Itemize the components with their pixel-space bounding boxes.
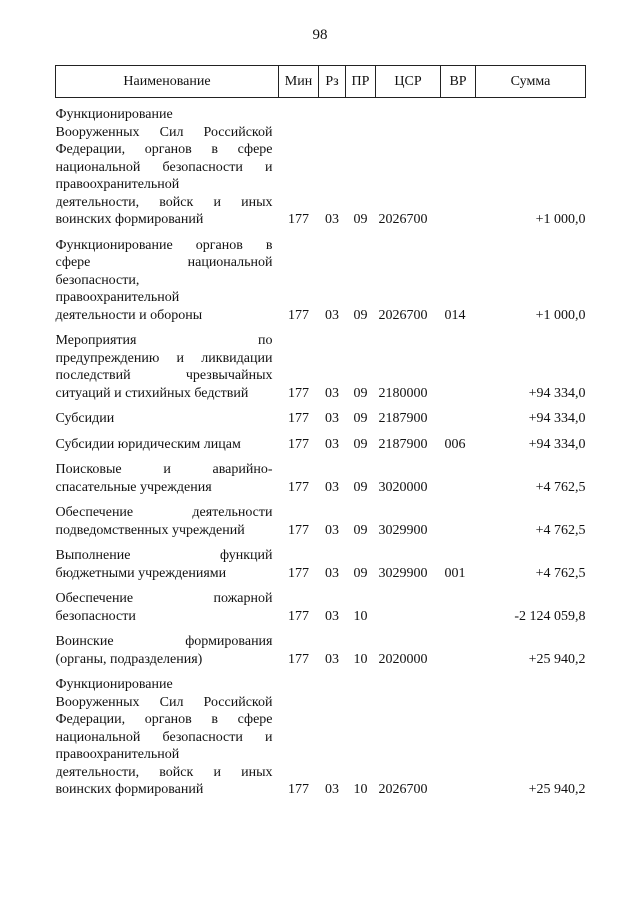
table-body	[56, 98, 586, 799]
name-line: Субсидии юридическим лицам	[55, 436, 241, 452]
cell-pr: 09	[353, 307, 368, 323]
table-header	[56, 66, 586, 98]
cell-rz: 03	[325, 565, 339, 581]
name-line: Функционирование	[55, 677, 173, 692]
name-line: бюджетными учреждениями	[55, 565, 227, 581]
cell-name	[56, 98, 279, 229]
cell-sum: +25 940,2	[528, 782, 586, 797]
name-line: правоохранительной	[55, 177, 180, 192]
column-header-csr: ЦСР	[376, 66, 441, 98]
cell-rz: 03	[325, 608, 339, 624]
column-header-rz: Рз	[319, 66, 346, 98]
cell-vr	[441, 98, 476, 229]
cell-name	[56, 668, 279, 799]
name-line: спасательные учреждения	[55, 479, 212, 495]
cell-sum: +4 762,5	[535, 522, 586, 538]
cell-rz: 03	[325, 212, 339, 227]
cell-name	[56, 324, 279, 402]
cell-name	[56, 402, 279, 428]
cell-csr	[376, 582, 441, 625]
table-row	[56, 625, 586, 668]
table-row	[56, 496, 586, 539]
name-line: Федерации, органов в сфере	[55, 142, 273, 157]
cell-csr: 2026700	[378, 782, 428, 797]
name-line: воинских формирований	[55, 212, 204, 227]
name-line: национальной безопасности и	[55, 159, 273, 175]
cell-vr: 014	[444, 307, 466, 323]
cell-pr: 09	[353, 479, 368, 495]
name-line: последствий чрезвычайных	[55, 368, 273, 383]
cell-csr: 2187900	[378, 411, 428, 426]
cell-vr	[441, 496, 476, 539]
cell-csr: 2020000	[378, 651, 428, 667]
cell-min: 177	[288, 385, 309, 401]
cell-sum: +1 000,0	[535, 307, 586, 323]
cell-pr: 10	[353, 782, 368, 797]
cell-name	[56, 428, 279, 454]
name-line: национальной безопасности и	[55, 729, 273, 745]
name-line: деятельности, войск и иных	[55, 764, 273, 780]
cell-min: 177	[288, 565, 309, 581]
name-line: Обеспечение деятельности	[55, 505, 273, 520]
name-line: Функционирование органов в	[55, 237, 273, 253]
column-header-vr: ВР	[441, 66, 476, 98]
cell-sum: +4 762,5	[535, 479, 586, 495]
cell-min: 177	[288, 782, 309, 797]
table-row	[56, 539, 586, 582]
cell-rz: 03	[325, 385, 339, 401]
name-line: подведомственных учреждений	[55, 522, 245, 538]
table-row	[56, 324, 586, 402]
cell-csr: 2187900	[378, 436, 428, 452]
cell-csr: 3029900	[378, 522, 428, 538]
cell-sum: +94 334,0	[528, 436, 586, 452]
name-line: Воинские формирования	[55, 634, 273, 649]
name-line: Мероприятия по	[55, 333, 273, 348]
cell-csr: 2180000	[378, 385, 428, 401]
name-line: правоохранительной	[55, 290, 180, 305]
table-row	[56, 402, 586, 428]
column-header-name: Наименование	[56, 66, 279, 98]
cell-min: 177	[288, 307, 309, 323]
cell-vr	[441, 625, 476, 668]
name-line: Вооруженных Сил Российской	[55, 124, 273, 140]
column-header-pr: ПР	[346, 66, 376, 98]
cell-name	[56, 229, 279, 325]
cell-rz: 03	[325, 479, 339, 495]
cell-name	[56, 539, 279, 582]
header-row	[56, 66, 586, 98]
cell-min: 177	[288, 479, 309, 495]
cell-min: 177	[288, 522, 309, 538]
cell-name	[56, 496, 279, 539]
cell-min: 177	[288, 608, 309, 624]
cell-csr: 2026700	[378, 212, 428, 227]
cell-pr: 09	[353, 522, 368, 538]
cell-vr: 001	[444, 565, 466, 581]
cell-pr: 09	[353, 565, 368, 581]
cell-min: 177	[288, 212, 309, 227]
name-line: сфере национальной	[55, 255, 273, 270]
cell-pr: 09	[353, 385, 368, 401]
table-row	[56, 453, 586, 496]
name-line: воинских формирований	[55, 782, 204, 797]
cell-vr	[441, 453, 476, 496]
cell-pr: 09	[353, 411, 368, 426]
cell-min: 177	[288, 651, 309, 667]
cell-vr: 006	[444, 436, 466, 452]
cell-rz: 03	[325, 651, 339, 667]
cell-rz: 03	[325, 436, 339, 452]
cell-vr	[441, 402, 476, 428]
cell-min: 177	[288, 436, 309, 452]
name-line: (органы, подразделения)	[55, 651, 203, 667]
cell-rz: 03	[325, 522, 339, 538]
name-line: правоохранительной	[55, 747, 180, 762]
cell-name	[56, 582, 279, 625]
cell-pr: 10	[353, 651, 368, 667]
cell-vr	[441, 668, 476, 799]
cell-sum: +94 334,0	[528, 385, 586, 401]
name-line: Вооруженных Сил Российской	[55, 694, 273, 710]
cell-csr: 3029900	[378, 565, 428, 581]
name-line: безопасности	[55, 608, 136, 624]
cell-name	[56, 453, 279, 496]
cell-csr: 3020000	[378, 479, 428, 495]
cell-sum: +25 940,2	[528, 651, 586, 667]
cell-rz: 03	[325, 307, 339, 323]
cell-csr: 2026700	[378, 307, 428, 323]
budget-table	[55, 65, 586, 799]
cell-sum: -2 124 059,8	[514, 608, 586, 624]
cell-sum: +1 000,0	[535, 212, 586, 227]
column-header-min: Мин	[279, 66, 319, 98]
name-line: Субсидии	[55, 411, 115, 426]
cell-name	[56, 625, 279, 668]
name-line: деятельности и обороны	[55, 307, 203, 323]
table-row	[56, 428, 586, 454]
cell-sum: +94 334,0	[528, 411, 586, 426]
column-header-sum: Сумма	[476, 66, 586, 98]
table-row	[56, 582, 586, 625]
name-line: Обеспечение пожарной	[55, 591, 273, 606]
cell-rz: 03	[325, 411, 339, 426]
name-line: Выполнение функций	[55, 548, 273, 563]
cell-vr	[441, 582, 476, 625]
cell-vr	[441, 324, 476, 402]
cell-sum: +4 762,5	[535, 565, 586, 581]
table-row	[56, 98, 586, 229]
name-line: безопасности,	[55, 272, 140, 288]
name-line: Поисковые и аварийно-	[55, 462, 273, 477]
table-row	[56, 668, 586, 799]
cell-pr: 10	[353, 608, 368, 624]
cell-pr: 09	[353, 436, 368, 452]
cell-rz: 03	[325, 782, 339, 797]
table-row	[56, 229, 586, 325]
name-line: деятельности, войск и иных	[55, 194, 273, 210]
name-line: предупреждению и ликвидации	[55, 350, 273, 366]
cell-pr: 09	[353, 212, 368, 227]
cell-min: 177	[288, 411, 309, 426]
name-line: Федерации, органов в сфере	[55, 712, 273, 727]
name-line: ситуаций и стихийных бедствий	[55, 385, 249, 401]
page-number: 98	[312, 27, 328, 43]
name-line: Функционирование	[55, 107, 173, 122]
